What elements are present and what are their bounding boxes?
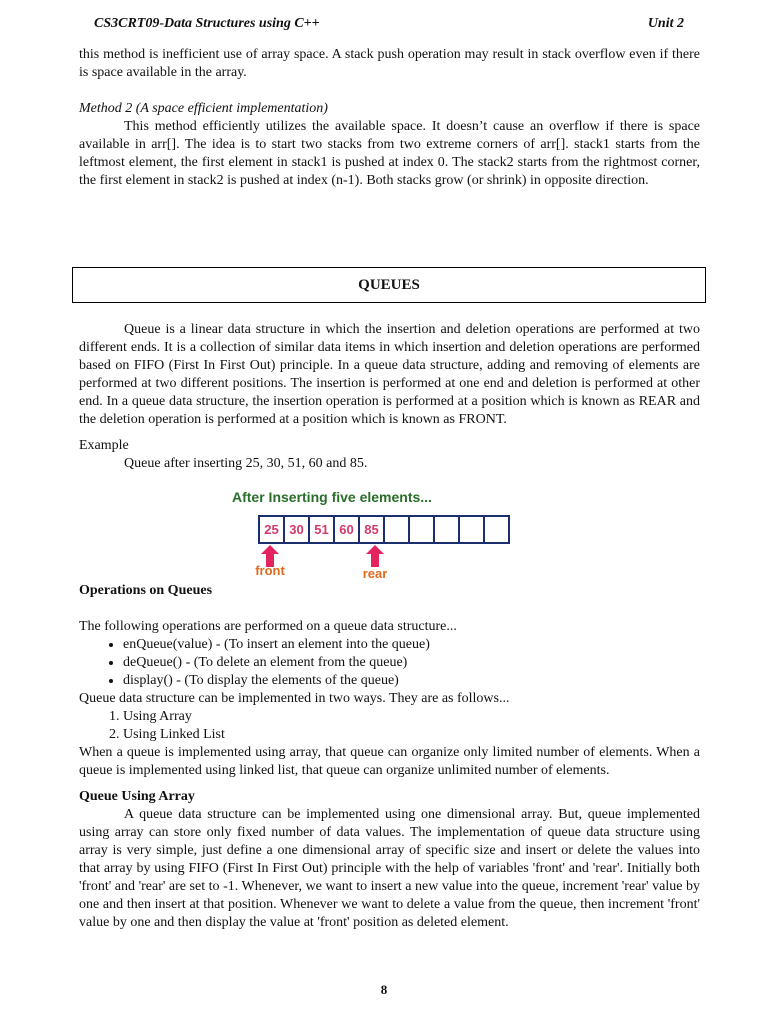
queue-array-heading: Queue Using Array: [79, 789, 195, 804]
queue-cell: 51: [310, 517, 335, 542]
rear-label: rear: [362, 566, 388, 581]
list-item: • enQueue(value) - (To insert an element into the queue): [123, 636, 700, 654]
course-title: CS3CRT09-Data Structures using C++: [94, 16, 320, 31]
rear-arrow-icon: [365, 545, 385, 567]
list-item: 1. Using Array: [123, 708, 700, 726]
queue-cell: 25: [260, 517, 285, 542]
example-text: Queue after inserting 25, 30, 51, 60 and 85.: [124, 456, 368, 471]
queue-cell: 85: [360, 517, 385, 542]
queue-cell: [485, 517, 508, 542]
queue-cells: [258, 515, 510, 544]
queue-cell: 30: [285, 517, 310, 542]
implementation-paragraph: When a queue is implemented using array, that queue can organize only limited number of elements. When a queue is implemented using linked list, that queue can organize unlimited number of elements.: [79, 745, 700, 778]
operations-block: [79, 582, 700, 932]
method2-block: [79, 100, 700, 190]
list-item: 2. Using Linked List: [123, 726, 700, 744]
operations-list: [79, 636, 700, 690]
intro-paragraph: this method is inefficient use of array space. A stack push operation may result in stack overflow even if there is space available in the array.: [79, 47, 700, 80]
method2-paragraph: This method efficiently utilizes the available space. It doesn’t cause an overflow if there is space available in arr[]. The idea is to start two stacks from two extreme corners of arr[]. stack1 starts from the leftmost element, the first element in stack1 is pushed at index 0. The stack2 starts from the rightmost corner, the first element in stack2 is pushed at index (n-1). Both stacks grow (or shrink) in opposite direction.: [79, 119, 700, 188]
front-label: front: [255, 563, 285, 578]
queue-cell: [385, 517, 410, 542]
queue-cell: [435, 517, 460, 542]
queue-diagram: [232, 489, 522, 585]
section-title: QUEUES: [358, 276, 420, 293]
page-header: [94, 16, 684, 32]
queue-cell: [460, 517, 485, 542]
example-label: Example: [79, 438, 129, 453]
queue-paragraph: Queue is a linear data structure in which the insertion and deletion operations are performed at two different ends. It is a collection of similar data items in which insertion and deletion operations are performed based on FIFO (First In First Out) principle. In a queue data structure, adding and removing of elements are performed at two different positions. The insertion is performed at one end and deletion is performed at other end. In a queue data structure, the insertion operation is performed at a position which is known as REAR and the deletion operation is performed at a position which is known as FRONT.: [79, 322, 700, 427]
diagram-title: After Inserting five elements...: [232, 489, 432, 505]
method2-heading: Method 2 (A space efficient implementation): [79, 101, 328, 116]
implementation-list: [79, 708, 700, 744]
operations-intro: The following operations are performed on a queue data structure...: [79, 619, 457, 634]
queue-cell: [410, 517, 435, 542]
intro-block: [79, 46, 700, 82]
operations-heading: Operations on Queues: [79, 583, 213, 598]
unit-label: Unit 2: [647, 16, 684, 31]
list-item: • display() - (To display the elements of the queue): [123, 672, 700, 690]
implementation-intro: Queue data structure can be implemented in two ways. They are as follows...: [79, 691, 510, 706]
queue-intro-block: [79, 321, 700, 473]
page-number: 8: [380, 982, 388, 997]
list-item: • deQueue() - (To delete an element from the queue): [123, 654, 700, 672]
queue-cell: 60: [335, 517, 360, 542]
queue-array-paragraph: A queue data structure can be implemented using one dimensional array. But, queue implemented using array can store only fixed number of data values. The implementation of queue data structure using array is very simple, just define a one dimensional array of specific size and insert or delete the values into that array by using FIFO (First In First Out) principle with the help of variables 'front' and 'rear'. Initially both 'front' and 'rear' are set to -1. Whenever, we want to insert a new value into the queue, increment 'rear' value by one and then insert at that position. Whenever we want to delete a value from the queue, then increment 'front' value by one and then display the value at 'front' position as deleted element.: [79, 807, 700, 930]
section-title-box: [72, 267, 706, 303]
